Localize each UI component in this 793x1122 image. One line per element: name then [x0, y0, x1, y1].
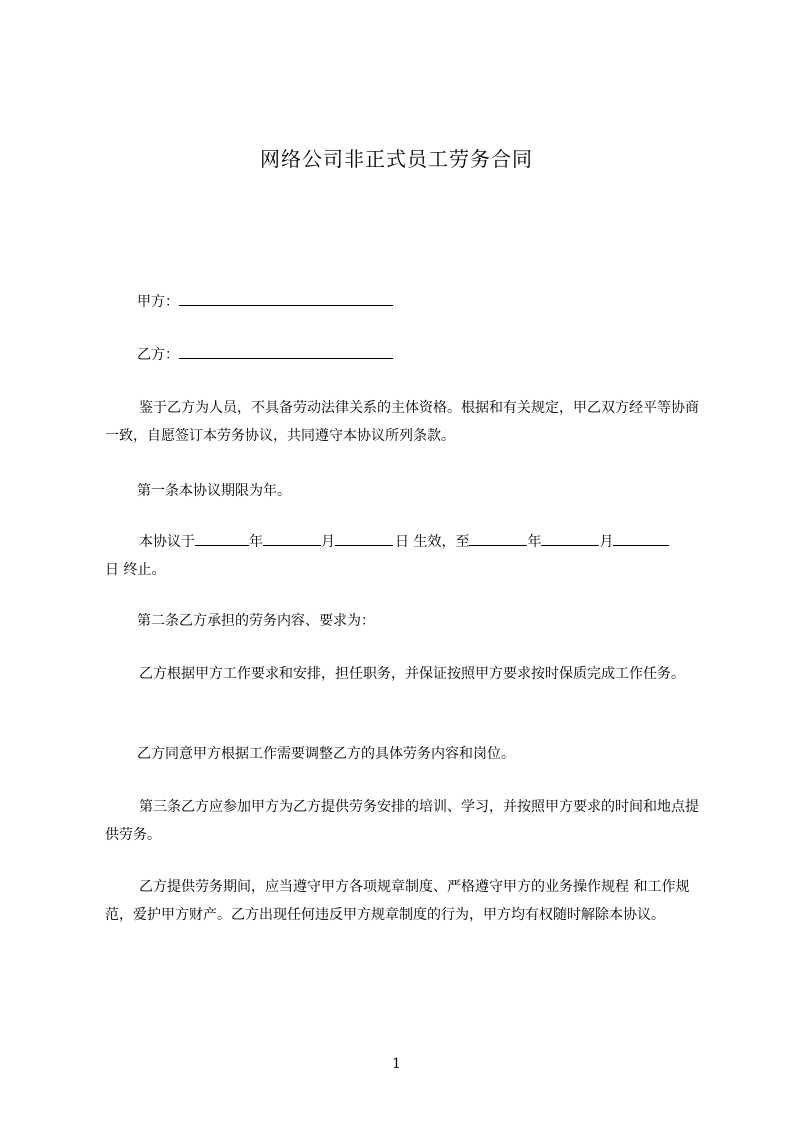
term-month2-label: 月	[599, 534, 614, 550]
term-prefix: 本协议于	[139, 534, 195, 550]
article-1: 第一条本协议期限为年。	[137, 483, 291, 499]
term-end: 日 终止。	[105, 562, 166, 578]
paragraph-preamble: 鉴于乙方为人员，不具备劳动法律关系的主体资格。根据和有关规定，甲乙双方经平等协商一致，自愿签订本劳务协议，共同遵守本协议所列条款。	[105, 400, 699, 444]
term-year-label: 年	[249, 534, 263, 550]
end-day-blank[interactable]	[613, 531, 669, 546]
term-year2-label: 年	[527, 534, 542, 550]
term-paragraph	[105, 528, 701, 584]
term-month-label: 月	[321, 534, 335, 550]
start-year-blank[interactable]	[195, 531, 249, 546]
term-day-label: 日 生效，至	[395, 534, 470, 550]
article-2: 第二条乙方承担的劳务内容、要求为：	[137, 613, 375, 629]
paragraph-adjustment: 乙方同意甲方根据工作需要调整乙方的具体劳务内容和岗位。	[137, 746, 515, 762]
party-a-label: 甲方：	[137, 294, 179, 310]
party-b-blank[interactable]	[179, 344, 393, 359]
end-month-blank[interactable]	[541, 531, 599, 546]
term-line-1	[105, 528, 701, 556]
party-b-label: 乙方：	[137, 347, 179, 363]
paragraph-rules: 乙方提供劳务期间，应当遵守甲方各项规章制度、严格遵守甲方的业务操作规程 和工作规范，爱护甲方财产。乙方出现任何违反甲方规章制度的行为，甲方均有权随时解除本协议。	[105, 879, 690, 923]
party-b-line	[137, 344, 393, 365]
start-day-blank[interactable]	[335, 531, 393, 546]
page-number: 1	[392, 1056, 401, 1072]
start-month-blank[interactable]	[263, 531, 321, 546]
paragraph-duties: 乙方根据甲方工作要求和安排，担任职务，并保证按照甲方要求按时保质完成工作任务。	[139, 666, 685, 682]
party-a-blank[interactable]	[179, 291, 393, 306]
article-3: 第三条乙方应参加甲方为乙方提供劳务安排的培训、学习，并按照甲方要求的时间和地点提供劳务。	[105, 799, 699, 843]
party-a-line	[137, 291, 393, 312]
document-title: 网络公司非正式员工劳务合同	[260, 147, 533, 171]
end-year-blank[interactable]	[469, 531, 527, 546]
